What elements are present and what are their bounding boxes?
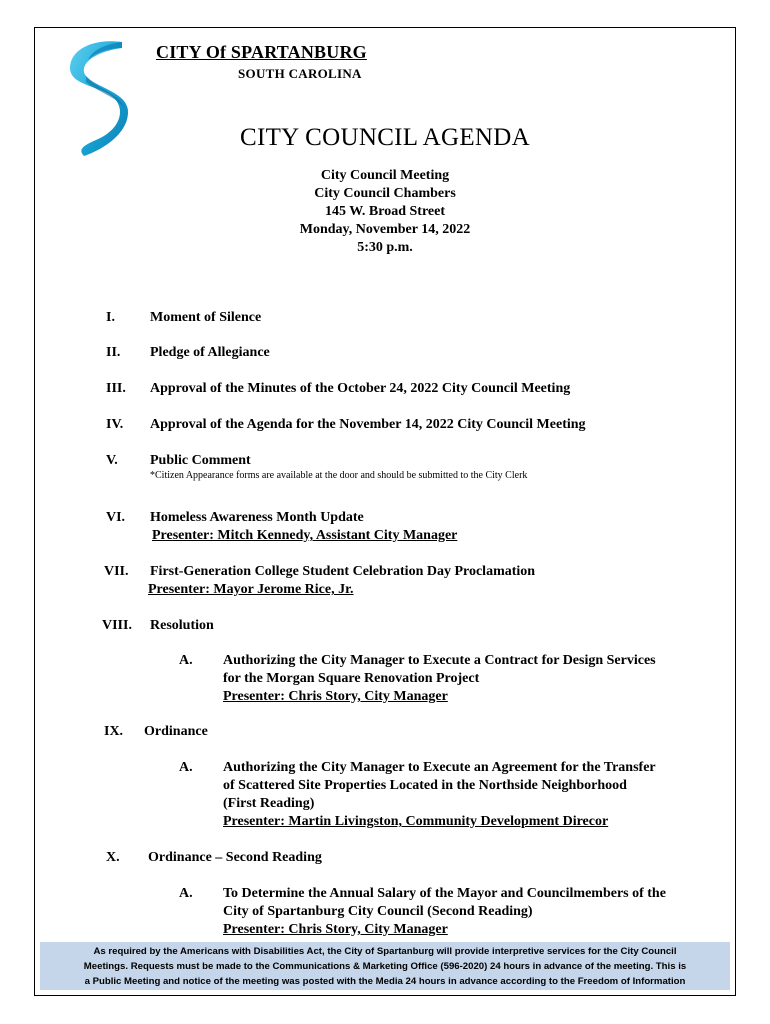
- agenda-item: Approval of the Agenda for the November 14, 2022 City Council Meeting: [150, 417, 586, 432]
- ada-notice-line: As required by the Americans with Disabilities Act, the City of Spartanburg will provide interpretive services for the City Council: [93, 946, 677, 957]
- agenda-presenter: Presenter: Mayor Jerome Rice, Jr.: [148, 582, 354, 597]
- meeting-address: 145 W. Broad Street: [324, 204, 446, 219]
- agenda-number: II.: [106, 345, 121, 360]
- city-name: CITY Of SPARTANBURG: [156, 42, 367, 62]
- agenda-item: Approval of the Minutes of the October 24, 2022 City Council Meeting: [150, 381, 571, 396]
- sub-item-text: City of Spartanburg City Council (Second Reading): [223, 904, 533, 919]
- agenda-number: X.: [106, 850, 120, 865]
- sub-item-text: To Determine the Annual Salary of the Mayor and Councilmembers of the: [223, 886, 666, 901]
- sub-item-text: Authorizing the City Manager to Execute a Contract for Design Services: [223, 653, 656, 668]
- agenda-item: Ordinance: [144, 724, 208, 739]
- ada-notice-line: a Public Meeting and notice of the meeting was posted with the Media 24 hours in advance according to the Freedom of Information: [84, 976, 686, 987]
- page-title: CITY COUNCIL AGENDA: [240, 124, 530, 151]
- meeting-info: [0, 167, 770, 257]
- meeting-date: Monday, November 14, 2022: [299, 222, 471, 237]
- agenda-number: V.: [106, 453, 118, 468]
- agenda-item: Ordinance – Second Reading: [148, 850, 322, 865]
- sub-item-letter: A.: [179, 886, 193, 901]
- sub-item-text: for the Morgan Square Renovation Project: [223, 671, 480, 686]
- state-name: SOUTH CAROLINA: [238, 66, 362, 81]
- agenda-number: IV.: [106, 417, 124, 432]
- sub-item-letter: A.: [179, 760, 193, 775]
- agenda-presenter: Presenter: Mitch Kennedy, Assistant City Manager: [152, 528, 458, 543]
- ada-notice-line: Meetings. Requests must be made to the Communications & Marketing Office (596-2020) 24 hours in advance of the meeting. This is: [83, 961, 687, 972]
- sub-item-letter: A.: [179, 653, 193, 668]
- agenda-item: First-Generation College Student Celebration Day Proclamation: [150, 564, 536, 579]
- agenda-number: IX.: [104, 724, 124, 739]
- agenda-presenter: Presenter: Chris Story, City Manager: [223, 922, 448, 937]
- sub-item-text: of Scattered Site Properties Located in the Northside Neighborhood: [223, 778, 627, 793]
- agenda-number: VI.: [106, 510, 126, 525]
- agenda-item: Pledge of Allegiance: [150, 345, 270, 360]
- meeting-time: 5:30 p.m.: [357, 240, 413, 255]
- agenda-note: *Citizen Appearance forms are available at the door and should be submitted to the City Clerk: [150, 470, 528, 481]
- agenda-number: VIII.: [102, 618, 132, 633]
- agenda-item: Moment of Silence: [150, 310, 262, 325]
- agenda-item: Public Comment: [150, 453, 251, 468]
- meeting-location: City Council Chambers: [314, 186, 456, 201]
- agenda-number: III.: [106, 381, 126, 396]
- agenda-presenter: Presenter: Martin Livingston, Community Development Direcor: [223, 814, 609, 829]
- meeting-type: City Council Meeting: [320, 168, 450, 183]
- agenda-item: Resolution: [150, 618, 214, 633]
- agenda-number: VII.: [104, 564, 129, 579]
- agenda-presenter: Presenter: Chris Story, City Manager: [223, 689, 448, 704]
- sub-item-text: (First Reading): [223, 796, 315, 811]
- ada-notice: [40, 942, 730, 990]
- agenda-item: Homeless Awareness Month Update: [150, 510, 364, 525]
- sub-item-text: Authorizing the City Manager to Execute an Agreement for the Transfer: [223, 760, 656, 775]
- agenda-number: I.: [106, 310, 115, 325]
